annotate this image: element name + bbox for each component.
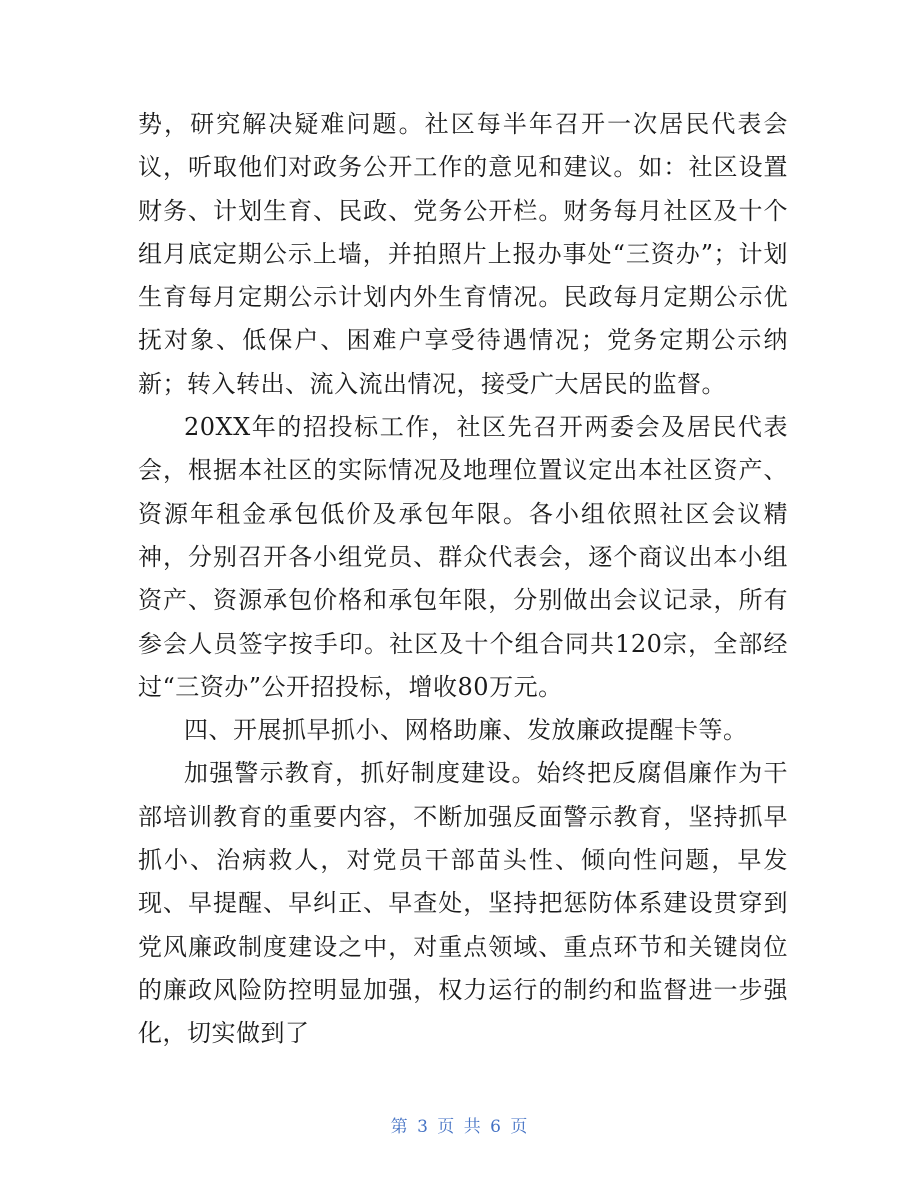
paragraph-bidding: 20XX年的招投标工作，社区先召开两委会及居民代表会，根据本社区的实际情况及地理位置议定出本社区资产、资源年租金承包低价及承包年限。各小组依照社区会议精神，分别召开各小组党员、群众代表会，逐个商议出本小组资产、资源承包价格和承包年限，分别做出会议记录，所有参会人员签字按手印。社区及十个组合同共120宗，全部经过“三资办”公开招投标，增收80万元。 xyxy=(138,413,788,701)
section-heading: 四、开展抓早抓小、网格助廉、发放廉政提醒卡等。 xyxy=(184,716,748,745)
page-number-footer: 第 3 页 共 6 页 xyxy=(390,1117,530,1137)
paragraph-warning-education: 加强警示教育，抓好制度建设。始终把反腐倡廉作为干部培训教育的重要内容，不断加强反面警示教育，坚持抓早抓小、治病救人，对党员干部苗头性、倾向性问题，早发现、早提醒、早纠正、早查处，坚持把惩防体系建设贯穿到党风廉政制度建设之中，对重点领域、重点环节和关键岗位的廉政风险防控明显加强，权力运行的制约和监督进一步强化，切实做到了 xyxy=(138,759,788,1048)
document-body xyxy=(138,103,788,1056)
paragraph-continuation: 势，研究解决疑难问题。社区每半年召开一次居民代表会议，听取他们对政务公开工作的意见和建议。如：社区设置财务、计划生育、民政、党务公开栏。财务每月社区及十个组月底定期公示上墙，并拍照片上报办事处“三资办”；计划生育每月定期公示计划内外生育情况。民政每月定期公示优抚对象、低保户、困难户享受待遇情况；党务定期公示纳新；转入转出、流入流出情况，接受广大居民的监督。 xyxy=(138,110,788,398)
